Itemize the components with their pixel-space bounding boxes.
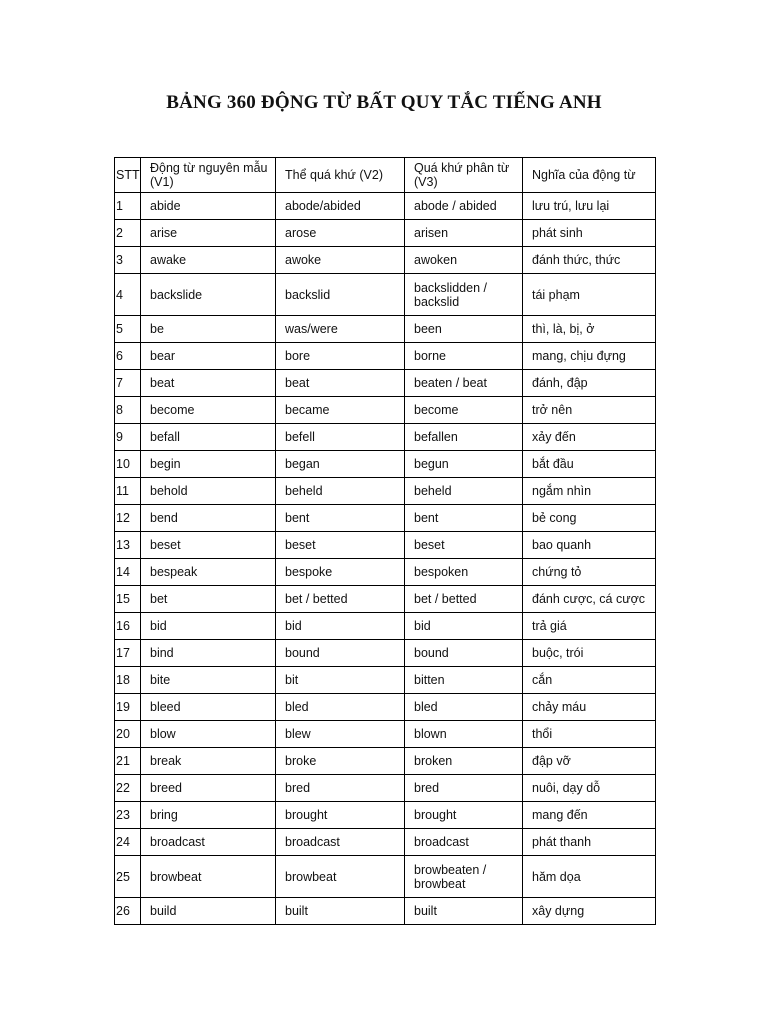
cell-v3: backslidden / backslid [405,274,523,316]
cell-v1: bleed [141,694,276,721]
cell-stt: 23 [115,802,141,829]
cell-meaning: ngắm nhìn [523,478,656,505]
cell-v2: broke [276,748,405,775]
table-row [115,316,656,343]
cell-stt: 8 [115,397,141,424]
cell-v2: awoke [276,247,405,274]
cell-stt: 1 [115,193,141,220]
cell-v3: built [405,898,523,925]
cell-meaning: cắn [523,667,656,694]
cell-v3: brought [405,802,523,829]
table-header-row [115,158,656,193]
cell-v1: befall [141,424,276,451]
cell-stt: 18 [115,667,141,694]
cell-meaning: thổi [523,721,656,748]
cell-v1: be [141,316,276,343]
cell-v3: befallen [405,424,523,451]
cell-v1: beat [141,370,276,397]
cell-v2: built [276,898,405,925]
table-row [115,532,656,559]
cell-v2: bit [276,667,405,694]
cell-v1: arise [141,220,276,247]
table-row [115,397,656,424]
cell-v2: browbeat [276,856,405,898]
cell-meaning: đánh, đập [523,370,656,397]
cell-v1: bite [141,667,276,694]
cell-v2: beset [276,532,405,559]
cell-v1: bear [141,343,276,370]
irregular-verbs-table [114,157,656,925]
cell-v1: behold [141,478,276,505]
cell-meaning: lưu trú, lưu lại [523,193,656,220]
header-meaning: Nghĩa của động từ [523,158,656,193]
page-title: BẢNG 360 ĐỘNG TỪ BẤT QUY TẮC TIẾNG ANH [166,92,602,113]
cell-meaning: đánh thức, thức [523,247,656,274]
cell-stt: 17 [115,640,141,667]
table-row [115,559,656,586]
cell-v1: bring [141,802,276,829]
cell-meaning: buộc, trói [523,640,656,667]
cell-v1: broadcast [141,829,276,856]
cell-stt: 2 [115,220,141,247]
table-row [115,193,656,220]
cell-v2: befell [276,424,405,451]
table-body [115,193,656,925]
cell-v2: arose [276,220,405,247]
cell-stt: 13 [115,532,141,559]
cell-meaning: bẻ cong [523,505,656,532]
cell-v3: beset [405,532,523,559]
cell-v3: borne [405,343,523,370]
cell-stt: 10 [115,451,141,478]
cell-v1: awake [141,247,276,274]
cell-v3: abode / abided [405,193,523,220]
cell-stt: 7 [115,370,141,397]
table-row [115,748,656,775]
cell-v2: backslid [276,274,405,316]
cell-stt: 4 [115,274,141,316]
cell-meaning: trả giá [523,613,656,640]
cell-meaning: xây dựng [523,898,656,925]
cell-v3: browbeaten / browbeat [405,856,523,898]
table-row [115,802,656,829]
cell-v3: broken [405,748,523,775]
cell-v1: break [141,748,276,775]
cell-v1: beset [141,532,276,559]
cell-stt: 11 [115,478,141,505]
cell-v2: beat [276,370,405,397]
cell-v3: bet / betted [405,586,523,613]
cell-v3: awoken [405,247,523,274]
table-row [115,247,656,274]
cell-v1: browbeat [141,856,276,898]
cell-stt: 9 [115,424,141,451]
cell-stt: 25 [115,856,141,898]
table-row [115,694,656,721]
cell-meaning: đập vỡ [523,748,656,775]
cell-v3: beaten / beat [405,370,523,397]
cell-v1: bind [141,640,276,667]
cell-meaning: xảy đến [523,424,656,451]
table-row [115,274,656,316]
cell-meaning: phát sinh [523,220,656,247]
cell-v3: begun [405,451,523,478]
cell-stt: 22 [115,775,141,802]
cell-v1: bet [141,586,276,613]
cell-v2: was/were [276,316,405,343]
cell-v3: been [405,316,523,343]
cell-stt: 12 [115,505,141,532]
cell-v3: bitten [405,667,523,694]
cell-meaning: chứng tỏ [523,559,656,586]
cell-v3: arisen [405,220,523,247]
cell-v1: become [141,397,276,424]
cell-v3: bred [405,775,523,802]
cell-meaning: hăm dọa [523,856,656,898]
cell-v1: build [141,898,276,925]
cell-stt: 5 [115,316,141,343]
cell-stt: 15 [115,586,141,613]
cell-stt: 6 [115,343,141,370]
header-v3: Quá khứ phân từ (V3) [405,158,523,193]
cell-meaning: phát thanh [523,829,656,856]
cell-v2: blew [276,721,405,748]
cell-meaning: bắt đầu [523,451,656,478]
table-row [115,586,656,613]
cell-v3: bound [405,640,523,667]
table-row [115,775,656,802]
table-row [115,721,656,748]
cell-v1: breed [141,775,276,802]
table-row [115,829,656,856]
cell-v3: blown [405,721,523,748]
cell-meaning: chảy máu [523,694,656,721]
cell-v1: begin [141,451,276,478]
cell-v1: backslide [141,274,276,316]
cell-v2: brought [276,802,405,829]
cell-meaning: tái phạm [523,274,656,316]
cell-v2: bid [276,613,405,640]
cell-v2: bound [276,640,405,667]
cell-v1: bend [141,505,276,532]
cell-meaning: mang, chịu đựng [523,343,656,370]
cell-v2: broadcast [276,829,405,856]
cell-v2: bespoke [276,559,405,586]
cell-v2: began [276,451,405,478]
cell-v2: abode/abided [276,193,405,220]
cell-stt: 14 [115,559,141,586]
header-v1: Động từ nguyên mẫu (V1) [141,158,276,193]
cell-v2: bet / betted [276,586,405,613]
cell-stt: 24 [115,829,141,856]
cell-meaning: bao quanh [523,532,656,559]
cell-v3: bid [405,613,523,640]
cell-v1: abide [141,193,276,220]
table-row [115,220,656,247]
table-row [115,424,656,451]
cell-v1: blow [141,721,276,748]
cell-stt: 20 [115,721,141,748]
table-row [115,343,656,370]
cell-v2: became [276,397,405,424]
cell-v2: beheld [276,478,405,505]
table-row [115,898,656,925]
table-row [115,505,656,532]
cell-v1: bid [141,613,276,640]
cell-v1: bespeak [141,559,276,586]
cell-meaning: mang đến [523,802,656,829]
table-row [115,478,656,505]
cell-v3: bent [405,505,523,532]
header-v2: Thể quá khứ (V2) [276,158,405,193]
table-row [115,640,656,667]
table-row [115,613,656,640]
cell-meaning: trở nên [523,397,656,424]
cell-stt: 3 [115,247,141,274]
table-row [115,856,656,898]
table-row [115,451,656,478]
cell-meaning: nuôi, dạy dỗ [523,775,656,802]
cell-v3: bespoken [405,559,523,586]
cell-v3: become [405,397,523,424]
cell-stt: 19 [115,694,141,721]
table-row [115,667,656,694]
cell-meaning: thì, là, bị, ở [523,316,656,343]
cell-v2: bent [276,505,405,532]
cell-v3: beheld [405,478,523,505]
cell-stt: 21 [115,748,141,775]
cell-meaning: đánh cược, cá cược [523,586,656,613]
cell-v2: bore [276,343,405,370]
cell-v3: bled [405,694,523,721]
cell-v3: broadcast [405,829,523,856]
cell-stt: 26 [115,898,141,925]
cell-stt: 16 [115,613,141,640]
table-row [115,370,656,397]
header-stt: STT [115,158,141,193]
cell-v2: bred [276,775,405,802]
cell-v2: bled [276,694,405,721]
